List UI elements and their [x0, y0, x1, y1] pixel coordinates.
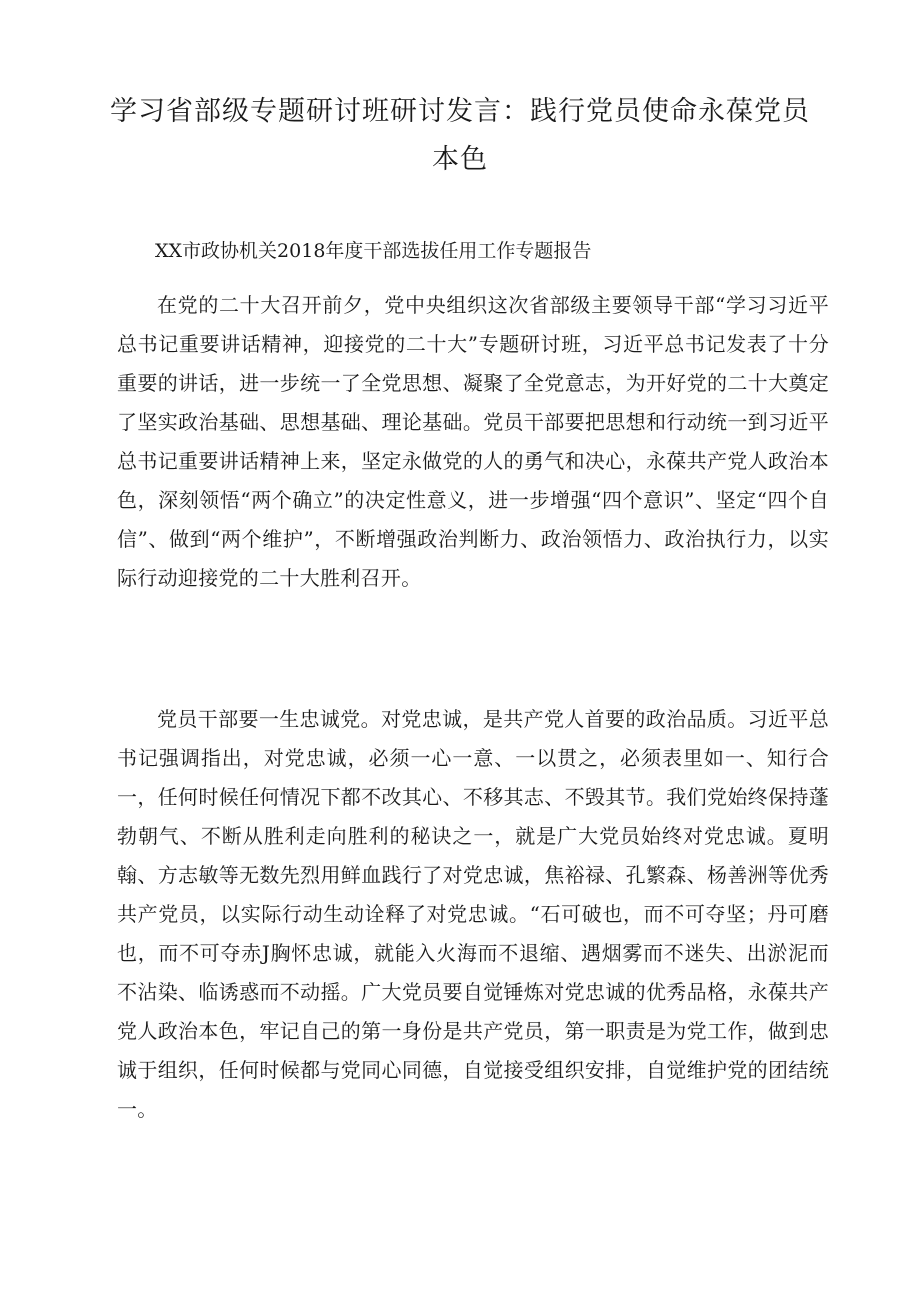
- document-title: 学习省部级专题研讨班研讨发言：践行党员使命永葆党员本色: [110, 96, 810, 175]
- paragraph-loyalty: 党员干部要一生忠诚党。对党忠诚，是共产党人首要的政治品质。习近平总书记强调指出，对党忠诚，必须一心一意、一以贯之，必须表里如一、知行合一，任何时候任何情况下都不改其心、不移其志、不毁其节。我们党始终保持蓬勃朝气、不断从胜利走向胜利的秘诀之一，就是广大党员始终对党忠诚。夏明翰、方志敏等无数先烈用鲜血践行了对党忠诚，焦裕禄、孔繁森、杨善洲等优秀共产党员，以实际行动生动诠释了对党忠诚。“石可破也，而不可夺坚；丹可磨也，而不可夺赤J胸怀忠诚，就能入火海而不退缩、遇烟雾而不迷失、出淤泥而不沾染、临诱惑而不动摇。广大党员要自觉锤炼对党忠诚的优秀品格，永葆共产党人政治本色，牢记自己的第一身份是共产党员，第一职责是为党工作，做到忠诚于组织，任何时候都与党同心同德，自觉接受组织安排，自觉维护党的团结统一。: [117, 707, 829, 1121]
- paragraph-intro: 在党的二十大召开前夕，党中央组织这次省部级主要领导干部“学习习近平总书记重要讲话精神，迎接党的二十大”专题研讨班，习近平总书记发表了十分重要的讲话，进一步统一了全党思想、凝聚了全党意志，为开好党的二十大奠定了坚实政治基础、思想基础、理论基础。党员干部要把思想和行动统一到习近平总书记重要讲话精神上来，坚定永做党的人的勇气和决心，永葆共产党人政治本色，深刻领悟“两个确立”的决定性意义，进一步增强“四个意识”、坚定“四个自信”、做到“两个维护”，不断增强政治判断力、政治领悟力、政治执行力，以实际行动迎接党的二十大胜利召开。: [117, 293, 829, 590]
- document-subtitle: XX市政协机关2018年度干部选拔任用工作专题报告: [155, 240, 592, 262]
